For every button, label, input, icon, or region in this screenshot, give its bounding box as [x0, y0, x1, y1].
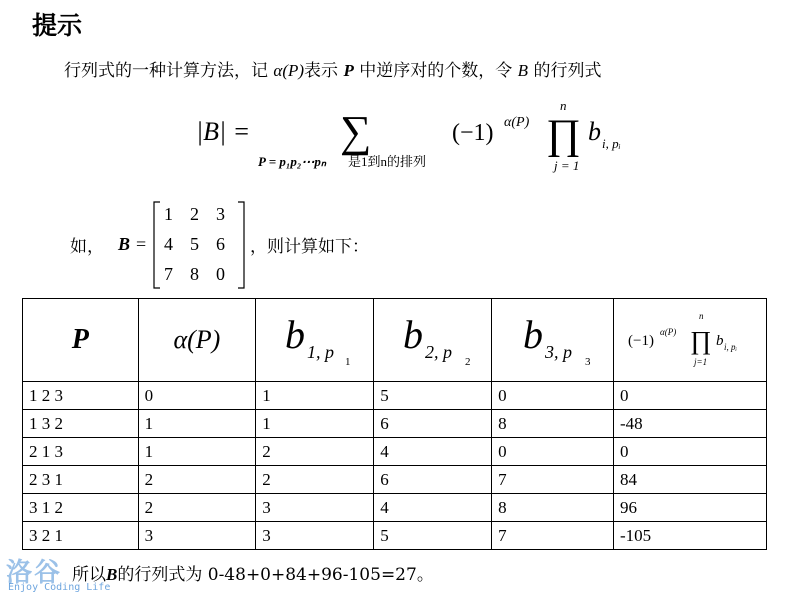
- matrix-cell: 4: [164, 234, 173, 254]
- table-cell: 84: [614, 466, 767, 494]
- sum-subscript-perm: P = p₁p₂⋯pₙ: [258, 154, 327, 169]
- permutation-table: [22, 298, 767, 550]
- intro-text-1: 行列式的一种计算方法，记: [64, 61, 274, 81]
- table-cell: -48: [614, 410, 767, 438]
- table-cell: 0: [614, 382, 767, 410]
- matrix-symbol: B: [517, 61, 529, 80]
- svg-text:3, p: 3, p: [544, 342, 572, 362]
- table-cell: 2: [256, 466, 374, 494]
- intro-paragraph: [64, 56, 601, 81]
- svg-text:i, pᵢ: i, pᵢ: [724, 342, 737, 352]
- table-cell: 5: [374, 382, 492, 410]
- product-icon: ∏: [546, 112, 581, 158]
- matrix-cell: 0: [216, 264, 225, 284]
- header-b3: [492, 299, 614, 382]
- product-icon: ∏: [690, 326, 712, 355]
- hint-title: 提示: [32, 11, 83, 40]
- matrix-cell: 7: [164, 264, 173, 284]
- table-cell: 0: [614, 438, 767, 466]
- example-block: [70, 196, 490, 292]
- intro-text-2: 表示: [304, 61, 344, 81]
- svg-text:3: 3: [584, 356, 591, 368]
- header-inversions: α(P): [138, 299, 256, 382]
- table-cell: 7: [492, 522, 614, 550]
- matrix-cell: 6: [216, 234, 225, 254]
- matrix-cell: 5: [190, 234, 199, 254]
- summary-text-2: 的行列式为 0-48+0+84+96-105=27。: [117, 565, 434, 585]
- matrix-right-bracket: [238, 202, 244, 288]
- svg-text:2: 2: [464, 356, 471, 368]
- table-cell: 1: [256, 410, 374, 438]
- intro-text-3: 中逆序对的个数，令: [353, 61, 518, 81]
- svg-text:1: 1: [344, 356, 351, 368]
- header-product-term: [614, 299, 767, 382]
- prod-upper: n: [560, 98, 567, 113]
- table-cell: 96: [614, 494, 767, 522]
- table-cell: 1 3 2: [23, 410, 139, 438]
- table-cell: 1: [138, 410, 256, 438]
- table-cell: 2: [138, 494, 256, 522]
- formula-lhs: |B| =: [196, 117, 251, 146]
- table-cell: 0: [492, 438, 614, 466]
- table-cell: 1: [138, 438, 256, 466]
- table-cell: 3: [256, 494, 374, 522]
- svg-text:b: b: [284, 312, 305, 357]
- sum-subscript-text: 是1到n的排列: [348, 154, 427, 169]
- table-row: [23, 466, 767, 494]
- table-cell: 4: [374, 494, 492, 522]
- factor-b: b: [588, 117, 601, 146]
- example-prefix: 如，: [70, 237, 104, 257]
- header-b2: [374, 299, 492, 382]
- table-cell: 8: [492, 494, 614, 522]
- svg-text:b: b: [522, 312, 543, 357]
- table-cell: 1 2 3: [23, 382, 139, 410]
- matrix-equals: =: [136, 234, 147, 254]
- table-cell: 6: [374, 410, 492, 438]
- intro-text-4: 的行列式: [528, 61, 602, 81]
- prod-lower: j = 1: [554, 158, 580, 173]
- table-cell: 7: [492, 466, 614, 494]
- table-cell: 8: [492, 410, 614, 438]
- summary-matrix-symbol: B: [106, 565, 118, 584]
- table-row: [23, 382, 767, 410]
- svg-text:(−1): (−1): [628, 333, 654, 349]
- sign-term: (−1): [452, 120, 494, 146]
- luogu-watermark-logo: [4, 552, 154, 598]
- matrix-cell: 2: [190, 204, 199, 224]
- svg-text:b: b: [716, 333, 724, 349]
- sum-icon: ∑: [340, 107, 372, 156]
- table-cell: 1: [256, 382, 374, 410]
- table-cell: 2: [256, 438, 374, 466]
- determinant-formula: [190, 98, 650, 182]
- header-permutation: P: [23, 299, 139, 382]
- table-cell: 3 1 2: [23, 494, 139, 522]
- svg-text:j=1: j=1: [694, 357, 708, 367]
- svg-text:n: n: [699, 311, 704, 321]
- table-cell: 6: [374, 466, 492, 494]
- watermark-main: 洛谷: [6, 558, 63, 588]
- table-row: [23, 410, 767, 438]
- table-cell: 5: [374, 522, 492, 550]
- permutation-symbol: P: [343, 61, 354, 80]
- table-cell: 4: [374, 438, 492, 466]
- svg-text:1, p: 1, p: [306, 342, 334, 362]
- table-cell: 2 1 3: [23, 438, 139, 466]
- table-cell: 0: [138, 382, 256, 410]
- matrix-cell: 1: [164, 204, 173, 224]
- matrix-left-bracket: [154, 202, 160, 288]
- svg-text:α(P): α(P): [660, 327, 677, 337]
- table-cell: 3: [256, 522, 374, 550]
- table-cell: 2: [138, 466, 256, 494]
- table-cell: 0: [492, 382, 614, 410]
- header-b1: [256, 299, 374, 382]
- table-cell: -105: [614, 522, 767, 550]
- svg-text:2, p: 2, p: [424, 342, 452, 362]
- matrix-cell: 8: [190, 264, 199, 284]
- svg-text:b: b: [402, 312, 423, 357]
- table-cell: 3: [138, 522, 256, 550]
- matrix-cell: 3: [216, 204, 225, 224]
- watermark-sub: Enjoy Coding Life: [8, 582, 111, 593]
- table-header-row: [23, 299, 767, 382]
- table-row: [23, 494, 767, 522]
- table-cell: 3 2 1: [23, 522, 139, 550]
- alpha-expression: α(P): [273, 61, 305, 80]
- example-matrix: [114, 196, 264, 296]
- matrix-name: B: [118, 234, 131, 254]
- example-suffix: ，则计算如下：: [250, 237, 369, 257]
- table-cell: 2 3 1: [23, 466, 139, 494]
- table-row: [23, 438, 767, 466]
- sign-exponent: α(P): [504, 115, 530, 130]
- summary-text-1: 所以: [72, 565, 106, 585]
- factor-subscript: i, pᵢ: [602, 136, 621, 151]
- table-row: [23, 522, 767, 550]
